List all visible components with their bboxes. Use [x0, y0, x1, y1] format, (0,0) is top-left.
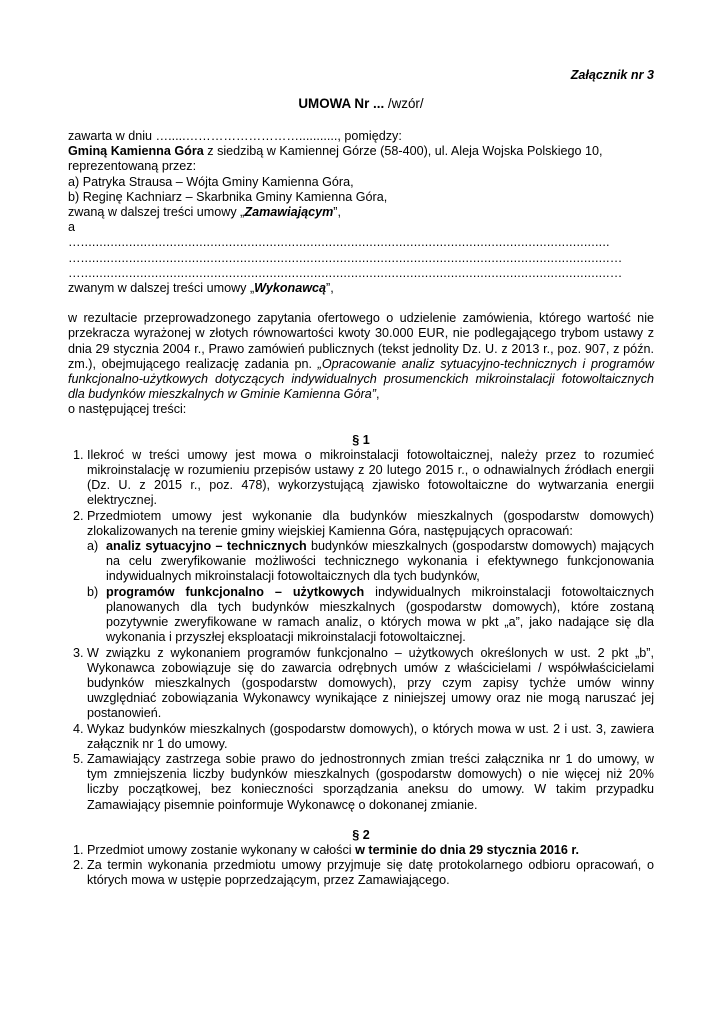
s2-item-2-text: Za termin wykonania przedmiotu umowy przyjmuje się datę protokolarnego odbioru opracowań, o których mowa w ustępie poprzedzającym, przez Zamawiającego.: [87, 858, 654, 888]
party-address: z siedzibą w Kamiennej Górze (58-400), ul. Aleja Wojska Polskiego 10,: [203, 144, 603, 159]
called-post: ”,: [333, 205, 341, 220]
s1-item-1-text: Ilekroć w treści umowy jest mowa o mikroinstalacji fotowoltaicznej, należy przez to rozumieć mikroinstalację w rozumieniu przepisów ustawy z 20 lutego 2015 r., o odnawialnych źródłach energii (Dz. U. z 2015 r., poz. 478), wykorzystującą zjawisko fotowoltaiczne do wytwarzania energii elektrycznej.: [87, 447, 654, 508]
s1-item-2b-marker: b): [87, 584, 99, 599]
s1-item-2a-marker: a): [87, 539, 99, 554]
s2-item-1-deadline: w terminie do dnia 29 stycznia 2016 r.: [355, 842, 580, 857]
s2-item-1-text: Przedmiot umowy zostanie wykonany w całości: [87, 842, 356, 857]
s1-item-4: [87, 722, 654, 752]
intro-rep-b: b) Reginę Kachniarz – Skarbnika Gminy Kamienna Góra,: [68, 189, 388, 204]
preamble-after: ,: [375, 387, 380, 402]
term-wykonawca: Wykonawcą: [254, 281, 327, 296]
party-name: Gminą Kamienna Góra: [68, 144, 204, 159]
intro-represented: reprezentowaną przez:: [68, 159, 197, 174]
annex-label: Załącznik nr 3: [570, 68, 654, 82]
s2-item-2: [87, 858, 654, 888]
section-1-heading: § 1: [352, 432, 370, 447]
contractor-blank-line-3: …...............................................................................................................................................…: [68, 265, 623, 280]
preamble-text: w rezultacie przeprowadzonego zapytania ofertowego o udzielenie zamówienia, którego wartość nie przekracza wyrażonej w złotych równowartości kwoty 30.000 EUR, nie podlegającego trybom ustawy z dnia 29 stycznia 2004 r., Prawo zamówień publicznych (tekst jednolity Dz. U. z 2013 r., poz. 907, z późn. zm.), obejmującego realizację zadania pn.: [68, 311, 654, 371]
title-wzor: /wzór/: [384, 96, 424, 111]
intro-called-contractor: [68, 281, 654, 296]
s1-item-2b: [87, 585, 654, 646]
intro-called-ordering: [68, 205, 654, 220]
s1-item-2-sublist: [87, 539, 654, 645]
s1-item-2a: [87, 539, 654, 585]
section-2-list: [68, 843, 654, 889]
document-title: [68, 96, 654, 111]
section-1-list: [68, 448, 654, 813]
section-2-heading: § 2: [352, 827, 370, 842]
contractor-blank-line-2: …...............................................................................................................................................…: [68, 250, 623, 265]
s1-item-1: [87, 448, 654, 509]
contractor-blank-line-1: …...............................................................................................................................................: [68, 235, 610, 250]
contractor-post: ”,: [326, 281, 334, 296]
contractor-pre: zwanym w dalszej treści umowy „: [68, 281, 255, 296]
s1-item-2-text: Przedmiotem umowy jest wykonanie dla budynków mieszkalnych (gospodarstw domowych) zlokalizowanych na terenie gminy wiejskiej Kamienna Góra, następujących opracowań:: [87, 508, 654, 538]
intro-line-date: zawarta w dniu ….....………………………..........., pomiędzy:: [68, 129, 402, 143]
s1-item-3: [87, 646, 654, 722]
intro-rep-a: a) Patryka Strausa – Wójta Gminy Kamienna Góra,: [68, 174, 354, 189]
s1-item-2a-text: budynków mieszkalnych (gospodarstw domowych) mających na celu zweryfikowanie możliwości technicznego wykonania i efektywnego funkcjonowania indywidualnych mikroinstalacji fotowoltaicznych dla tych budynków,: [106, 539, 654, 584]
preamble-paragraph: [68, 311, 654, 402]
term-zamawiajacy: Zamawiającym: [244, 205, 334, 220]
s1-item-5-text: Zamawiający zastrzega sobie prawo do jednostronnych zmian treści załącznika nr 1 do umowy, w tym zmniejszenia liczby budynków mieszkalnych (gospodarstw domowych) o nie więcej niż 20% liczby początkowej, bez konieczności sporządzania aneksu do umowy. W takim przypadku Zamawiający pisemnie poinformuje Wykonawcę o dokonanej zmianie.: [87, 751, 654, 812]
s1-item-2: [87, 509, 654, 646]
called-pre: zwaną w dalszej treści umowy „: [68, 205, 245, 220]
document-page: [68, 60, 654, 889]
intro-and: a: [68, 220, 76, 235]
s1-item-2b-text: indywidualnych mikroinstalacji fotowoltaicznych planowanych dla tych budynków mieszkalnych (gospodarstw domowych), które zostaną pozytywnie zweryfikowane w ramach analiz, o których mowa w pkt „a”, jako nadające się dla wykonania i przyszłej eksploatacji mikroinstalacji fotowoltaicznej.: [106, 584, 654, 645]
preamble-closing: o następującej treści:: [68, 402, 187, 417]
title-umowa: UMOWA Nr ...: [298, 96, 385, 111]
s1-item-2a-bold: analiz sytuacyjno – technicznych: [106, 539, 307, 554]
s1-item-5: [87, 752, 654, 813]
s1-item-4-text: Wykaz budynków mieszkalnych (gospodarstw domowych), o których mowa w ust. 2 i ust. 3, zawiera załącznik nr 1 do umowy.: [87, 721, 654, 751]
intro-party: [68, 144, 654, 159]
contract-parties: [68, 129, 654, 296]
task-name: „Opracowanie analiz sytuacyjno-technicznych i programów funkcjonalno-użytkowych dotyczących indywidualnych prosumenckich mikroinstalacji fotowoltaicznych dla budynków mieszkalnych w Gminie Kamienna Góra”: [68, 356, 654, 402]
preamble: [68, 311, 654, 417]
s1-item-2b-bold: programów funkcjonalno – użytkowych: [106, 584, 365, 599]
s1-item-3-text: W związku z wykonaniem programów funkcjonalno – użytkowych określonych w ust. 2 pkt „b”, Wykonawca zobowiązuje się do zawarcia odrębnych umów z właścicielami / współwłaścicielami budynków mieszkalnych (gospodarstw domowych), przy czym zapisy tychże umów winny uwzględniać zobowiązania Wykonawcy wynikające z niniejszej umowy oraz nie mogą naruszać jej postanowień.: [87, 645, 654, 721]
s2-item-1: [87, 843, 654, 858]
